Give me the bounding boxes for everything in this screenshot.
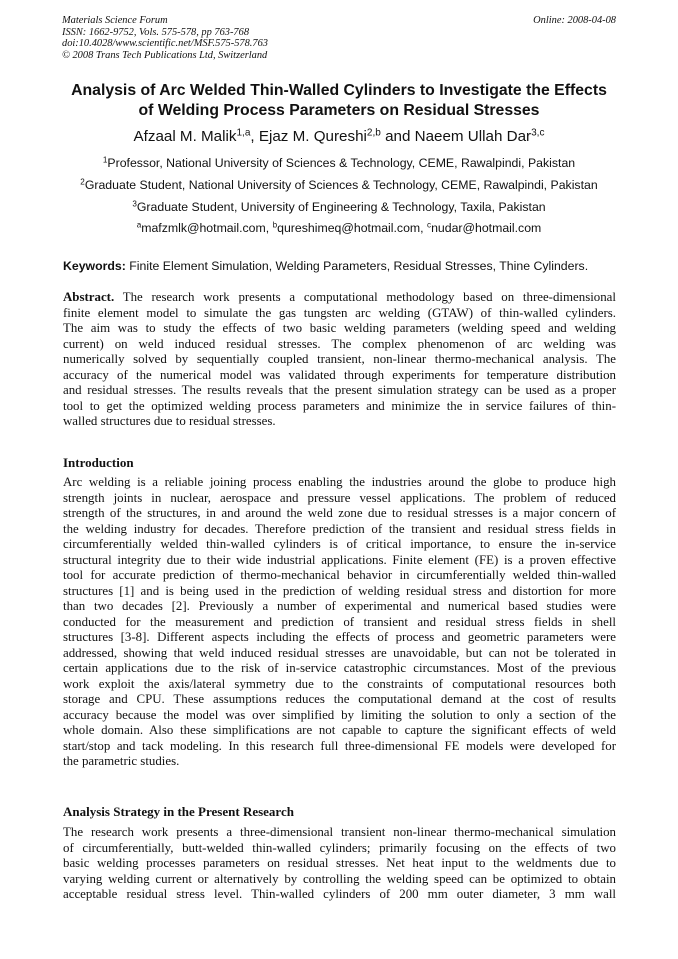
title-line: of Welding Process Parameters on Residual Stresses	[138, 102, 540, 119]
email-superscript: b	[272, 220, 278, 230]
affiliation	[40, 178, 638, 193]
abstract-label: Abstract.	[63, 290, 115, 304]
intro-line: accuracy because the model was over simplified by limiting the solution to only a section of the	[63, 707, 616, 722]
email-superscript: a	[136, 220, 142, 230]
author-name: Afzaal M. Malik	[133, 128, 237, 145]
affiliation	[40, 156, 638, 171]
author-separator: and	[380, 128, 415, 145]
email-address[interactable]: mafzmlk@hotmail.com	[141, 221, 266, 235]
author-superscript: 3,c	[531, 127, 545, 139]
author-superscript: 2,b	[366, 127, 381, 139]
journal-header	[62, 15, 616, 61]
abstract-line: tool to get the optimized welding process parameters and minimize the in service failures of thin-	[63, 398, 616, 413]
section-heading-analysis-strategy: Analysis Strategy in the Present Research	[63, 804, 294, 819]
copyright-line: © 2008 Trans Tech Publications Ltd, Switzerland	[62, 49, 268, 61]
intro-line: strength joints in nuclear, aerospace and pressure vessel applications. The problem of reduced	[63, 490, 616, 505]
affiliation-superscript: 1	[102, 155, 108, 165]
strategy-body	[63, 825, 616, 903]
strategy-line: The research work presents a three-dimensional transient non-linear thermo-mechanical simulation	[63, 825, 616, 839]
author-superscript: 1,a	[236, 127, 251, 139]
issn-line: ISSN: 1662-9752, Vols. 575-578, pp 763-768	[62, 26, 250, 38]
intro-line: start/stop and tack modeling. In this research full three-dimensional FE models were developed for	[63, 738, 616, 753]
email-separator: ,	[420, 221, 427, 235]
strategy-line: of circumferentially, butt-welded thin-walled cylinders; primarily focusing on the effects of two	[63, 840, 616, 855]
abstract-line: Abstract. The research work presents a computational methodology based on three-dimensional	[63, 290, 616, 304]
email-address[interactable]: qureshimeq@hotmail.com	[277, 221, 421, 235]
affiliation-text: Professor, National University of Sciences & Technology, CEME, Rawalpindi, Pakistan	[107, 156, 576, 170]
abstract-line: The aim was to study the effects of two basic welding parameters (welding speed and welding	[63, 321, 616, 335]
email-address[interactable]: nudar@hotmail.com	[431, 221, 542, 235]
author-name: Ejaz M. Qureshi	[258, 128, 367, 145]
intro-line: structures [3-8]. Different aspects including the effects of process and geometric parameters were	[63, 630, 616, 644]
intro-line: structural integrity due to their wide industrial applications. Finite element (FE) is a proven effective	[63, 552, 616, 567]
intro-line: conducted for the measurement and prediction of transient and residual stress fields in shell	[63, 614, 616, 629]
affiliation-text: Graduate Student, National University of Sciences & Technology, CEME, Rawalpindi, Pakistan	[84, 178, 598, 192]
abstract-line: current) on weld induced residual stresses. The complex phenomenon of arc welding was	[63, 336, 616, 351]
intro-line: tool for accurate prediction of thermo-mechanical behavior in circumferentially welded thin-walled	[63, 568, 616, 582]
affiliation-text: Graduate Student, University of Engineering & Technology, Taxila, Pakistan	[136, 200, 546, 214]
abstract-line: accuracy of the numerical model was validated through experiments for temperature distribution	[63, 367, 616, 382]
paper-title	[40, 81, 638, 121]
journal-name: Materials Science Forum	[62, 15, 168, 26]
title-line: Analysis of Arc Welded Thin-Walled Cylinders to Investigate the Effects	[71, 82, 607, 99]
intro-line: work exploit the axis/lateral symmetry due to the constraints of computational resources both	[63, 676, 616, 691]
author-list	[40, 128, 638, 146]
intro-line: addressed, showing that weld induced residual stresses are unavoidable, but can not be tolerated in	[63, 645, 616, 660]
intro-line: the welding industry for decades. Therefore prediction of the transient and residual stress fields in	[63, 521, 616, 536]
intro-line: whole domain. Also these simplifications are not capable to capture the significant effects of weld	[63, 723, 616, 737]
section-heading-introduction: Introduction	[63, 455, 134, 470]
intro-line: circumferentially welded thin-walled cylinders is of critical importance, to ensure the in-service	[63, 537, 616, 551]
email-list	[40, 221, 638, 236]
email-superscript: c	[427, 220, 432, 230]
keywords-text: Finite Element Simulation, Welding Parameters, Residual Stresses, Thine Cylinders.	[125, 259, 589, 273]
email-separator: ,	[265, 221, 273, 235]
abstract-line: numerically solved by sequentially coupled transient, non-linear thermo-mechanical analysis. The	[63, 352, 616, 366]
intro-line: Arc welding is a reliable joining process enabling the industries around the globe to produce high	[63, 475, 616, 489]
abstract-line: finite element model to simulate the gas tungsten arc welding (GTAW) of thin-walled cylinders.	[63, 305, 616, 320]
intro-line: strength of the structures, in and around the weld zone due to residual stresses is a major concern of	[63, 506, 616, 520]
affiliation-superscript: 2	[80, 177, 85, 187]
author-separator: ,	[250, 128, 259, 145]
intro-line: the parametric studies.	[63, 754, 180, 768]
keywords-label: Keywords:	[63, 259, 126, 273]
strategy-line: varying welding current or alternatively by controlling the welding speed can be optimized to obtain	[63, 871, 616, 886]
author-name: Naeem Ullah Dar	[414, 128, 532, 145]
intro-line: structures [1] and is being used in the prediction of welding residual stress and distortion for more	[63, 583, 616, 598]
intro-line: storage and CPU. These assumptions reduces the computational demand at the cost of results	[63, 692, 616, 706]
affiliation-superscript: 3	[132, 199, 137, 209]
strategy-line: acceptable residual stress level. Thin-walled cylinders of 200 mm outer diameter, 3 mm wall	[63, 887, 616, 901]
abstract-line: walled structures due to residual stresses.	[63, 414, 276, 428]
keywords	[63, 259, 616, 274]
introduction-body	[63, 475, 616, 770]
online-date: Online: 2008-04-08	[533, 15, 616, 26]
strategy-line: basic welding processes parameters on residual stresses. Net heat input to the weldments due to	[63, 856, 616, 870]
abstract	[63, 290, 616, 430]
intro-line: certain applications due to the risk of in-service catastrophic circumstances. Most of the previous	[63, 661, 616, 675]
abstract-line: and residual stresses. The results reveals that the present simulation strategy can be used as a proper	[63, 383, 616, 397]
affiliation	[40, 200, 638, 215]
doi-line: doi:10.4028/www.scientific.net/MSF.575-578.763	[62, 38, 268, 50]
intro-line: than two decades [2]. Previously a number of experimental and numerical based studies were	[63, 599, 616, 613]
